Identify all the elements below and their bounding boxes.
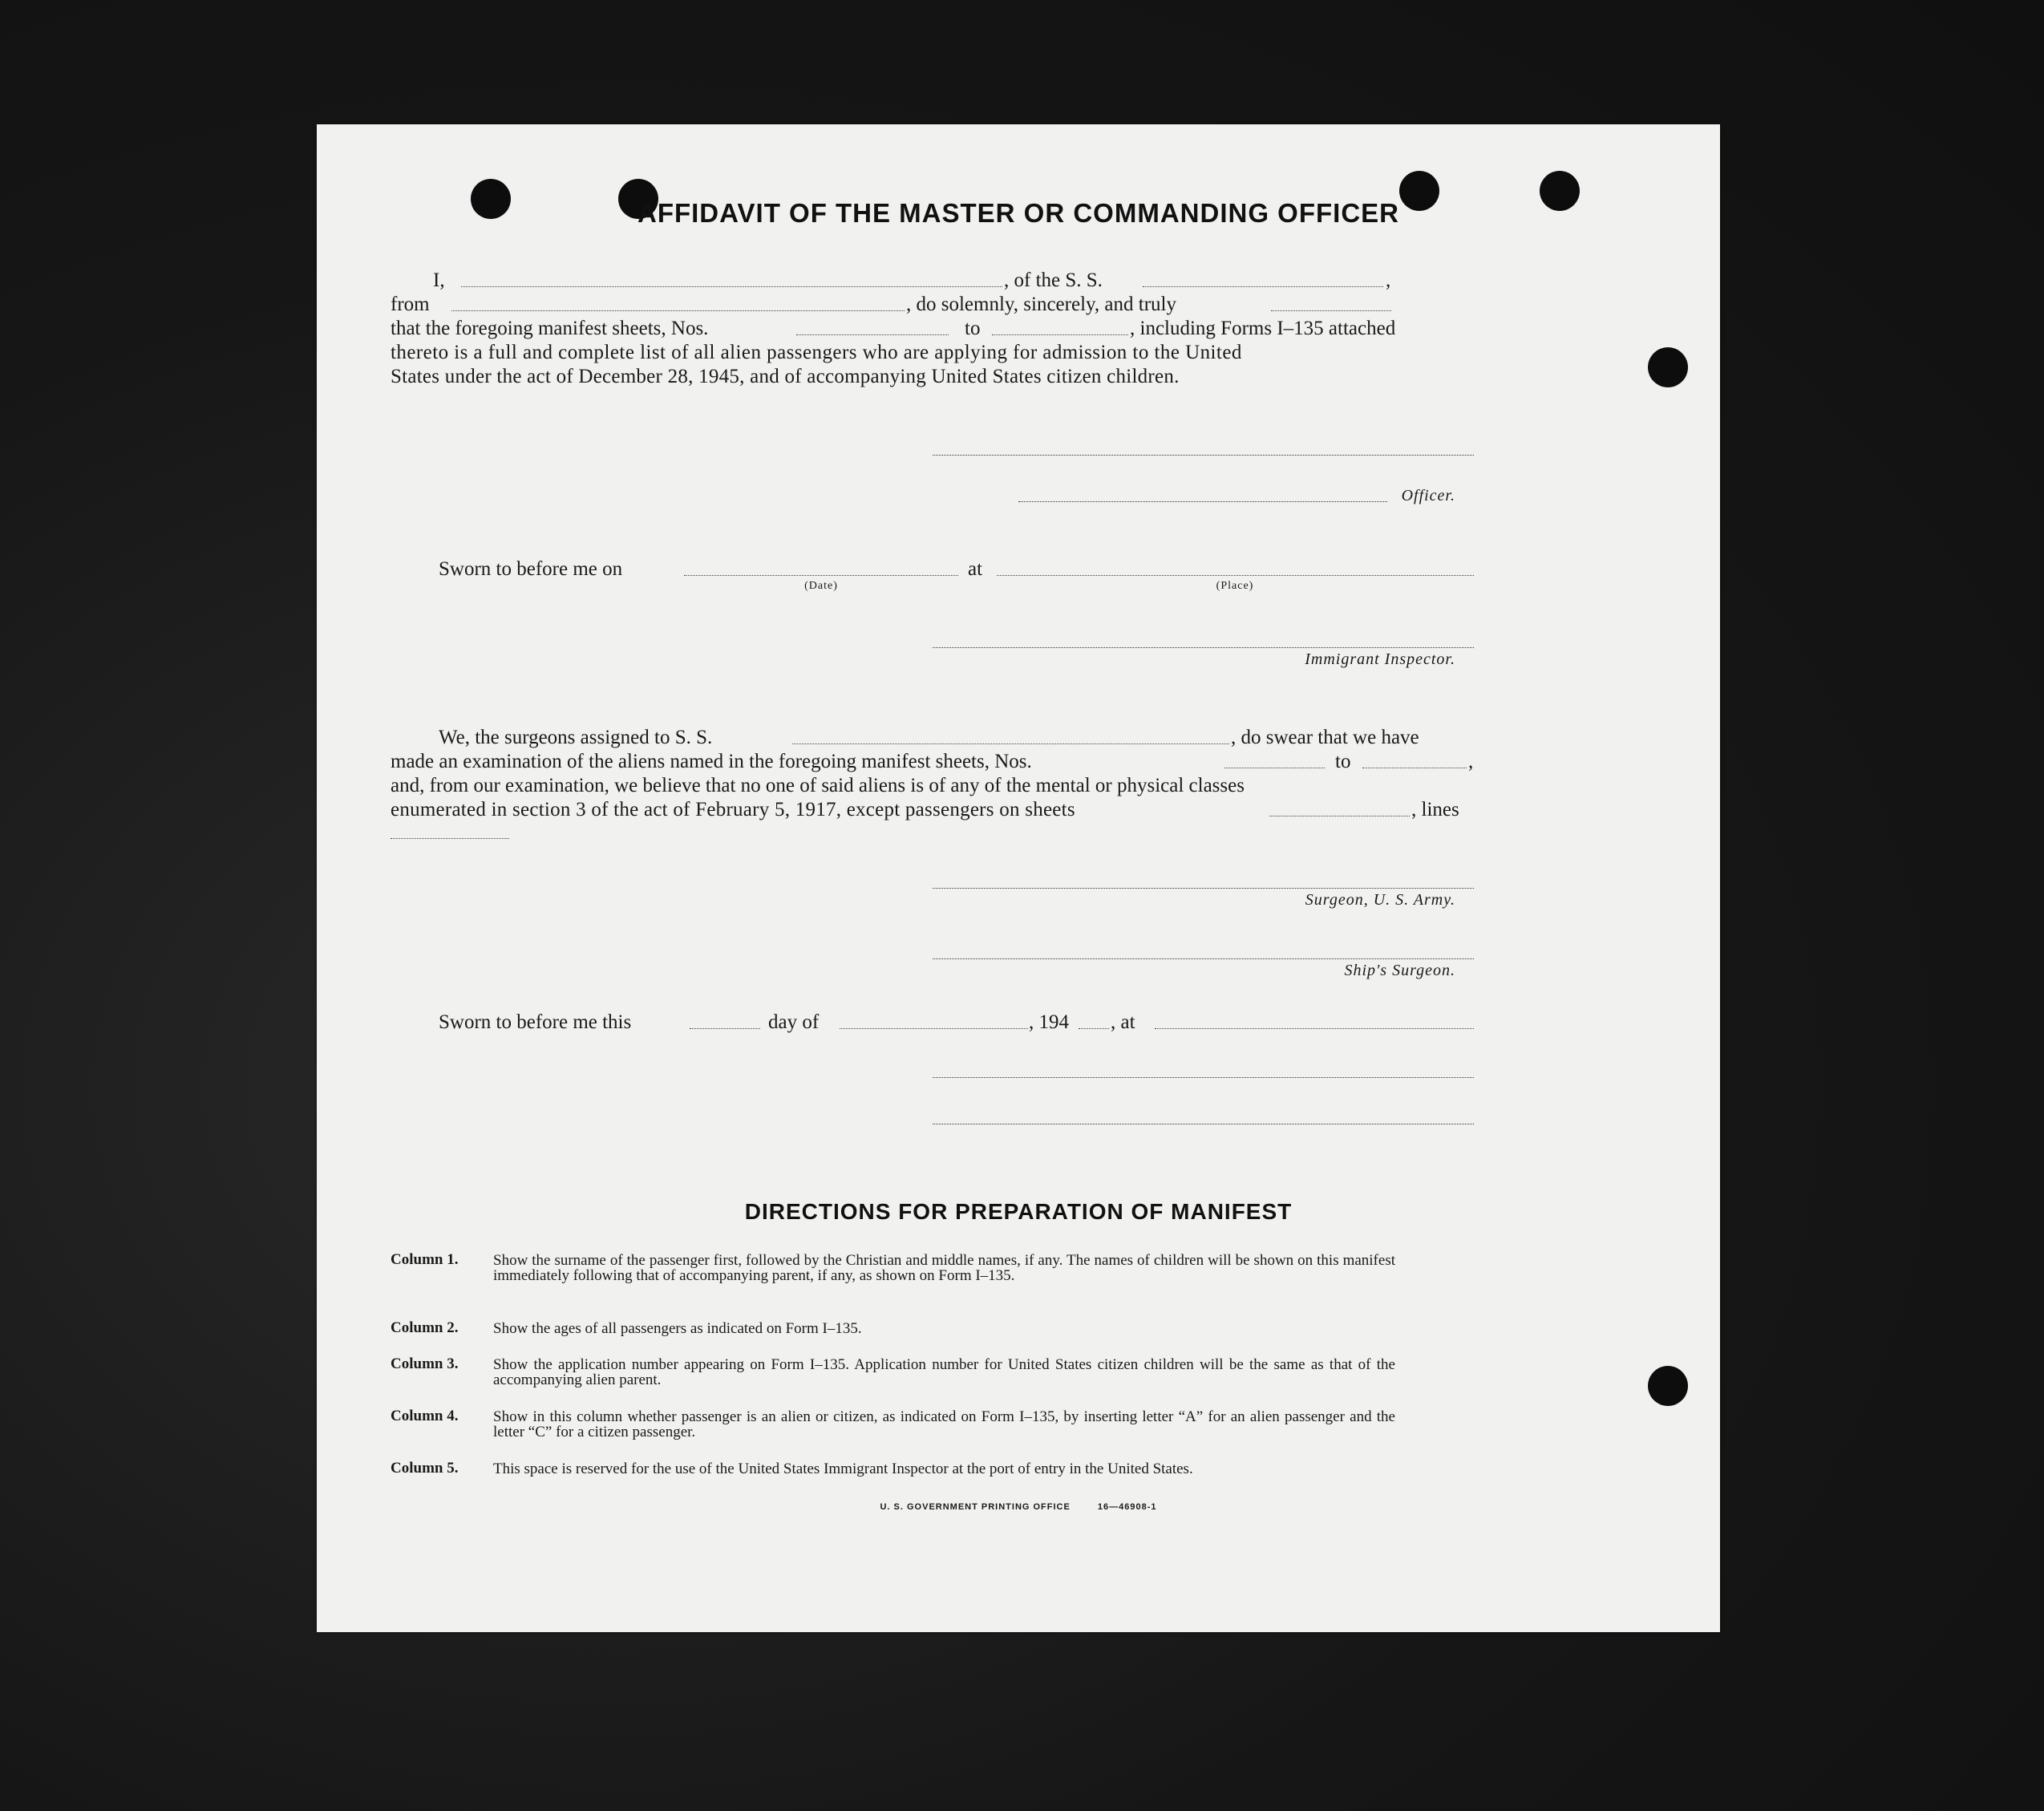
surgeons-line2-c: , [1468, 751, 1474, 772]
direction-text: Show the surname of the passenger first, followed by the Christian and middle names, if any. The names of children will be shown on this manifest immediately following that of accompanying parent, if any, as shown on Form I–135. [493, 1252, 1395, 1284]
army-surgeon-signature-line[interactable] [933, 888, 1474, 889]
print-office-footer [317, 1502, 1720, 1512]
sworn-date-field[interactable] [684, 575, 958, 576]
sworn2-day-field[interactable] [690, 1028, 760, 1029]
ship-surgeon-signature-line[interactable] [933, 958, 1474, 959]
affidavit-line4: thereto is a full and complete list of all alien passengers who are applying for admission to the United [391, 342, 1242, 363]
punch-hole-icon [1648, 347, 1688, 387]
sworn2-year: , 194 [1029, 1011, 1069, 1033]
affidavit-line3-c: , including Forms I–135 attached [1130, 318, 1396, 339]
form-page [317, 124, 1720, 1632]
sworn2-label: Sworn to before me this [439, 1011, 632, 1033]
direction-text: Show the ages of all passengers as indicated on Form I–135. [493, 1320, 862, 1337]
sworn2-place-field[interactable] [1155, 1028, 1474, 1029]
sheet-from-field[interactable] [796, 334, 949, 335]
surgeons-line3: and, from our examination, we believe that no one of said aliens is of any of the mental or physical classes [391, 775, 1245, 796]
punch-hole-icon [1648, 1366, 1688, 1406]
direction-text: Show the application number appearing on Form I–135. Application number for United States citizen children will be the same as that of the accompanying alien parent. [493, 1356, 1395, 1388]
surgeons-line2-b: to [1335, 751, 1351, 772]
surgeons-line4-b: , lines [1411, 799, 1459, 820]
officer-title-line[interactable] [1018, 501, 1387, 502]
master-signature-line[interactable] [933, 455, 1474, 456]
sworn2-at: , at [1111, 1011, 1135, 1033]
place-caption: (Place) [1216, 580, 1254, 592]
affidavit-line1-a: I, [433, 269, 445, 291]
sworn2-month-field[interactable] [840, 1028, 1028, 1029]
sworn2-year-field[interactable] [1079, 1028, 1109, 1029]
footer-printer: U. S. GOVERNMENT PRINTING OFFICE [880, 1502, 1071, 1512]
sworn-at-label: at [968, 558, 983, 580]
affidavit-line3-a: that the foregoing manifest sheets, Nos. [391, 318, 709, 339]
direction-text: This space is reserved for the use of the United States Immigrant Inspector at the port of entry in the United States. [493, 1461, 1193, 1477]
affidavit-line2-field[interactable] [1271, 310, 1391, 311]
sworn-place-field[interactable] [997, 575, 1474, 576]
surgeons-line1-b: , do swear that we have [1231, 727, 1419, 748]
sworn2-signature-line[interactable] [933, 1077, 1474, 1078]
date-caption: (Date) [804, 580, 838, 592]
inspector-signature-line[interactable] [933, 647, 1474, 648]
affidavit-line1-c: , [1386, 269, 1391, 291]
affidavit-line2-b: , do solemnly, sincerely, and truly [906, 294, 1176, 315]
affidavit-line3-b: to [965, 318, 981, 339]
ship-name-field[interactable] [1143, 286, 1383, 287]
footer-form-number: 16—46908-1 [1097, 1502, 1157, 1512]
surgeons-line1-a: We, the surgeons assigned to S. S. [439, 727, 713, 748]
direction-label: Column 3. [391, 1355, 459, 1372]
direction-label: Column 1. [391, 1251, 459, 1268]
port-from-field[interactable] [451, 310, 905, 311]
direction-label: Column 4. [391, 1408, 459, 1424]
sworn-before-label: Sworn to before me on [439, 558, 623, 580]
direction-label: Column 2. [391, 1319, 459, 1336]
surgeons-line2-a: made an examination of the aliens named in the foregoing manifest sheets, Nos. [391, 751, 1032, 772]
sheet-to-field[interactable] [992, 334, 1128, 335]
directions-title: DIRECTIONS FOR PREPARATION OF MANIFEST [744, 1199, 1293, 1224]
inspector-caption: Immigrant Inspector. [1305, 650, 1455, 668]
affidavit-line2-a: from [391, 294, 430, 315]
surgeons-line4-a: enumerated in section 3 of the act of February 5, 1917, except passengers on sheets [391, 799, 1075, 820]
page-title: AFFIDAVIT OF THE MASTER OR COMMANDING OFFICER [637, 198, 1399, 228]
ship-surgeon-caption: Ship's Surgeon. [1344, 962, 1455, 979]
except-lines-field[interactable] [391, 838, 509, 839]
officer-caption: Officer. [1401, 487, 1455, 504]
master-name-field[interactable] [461, 286, 1002, 287]
army-surgeon-caption: Surgeon, U. S. Army. [1305, 891, 1455, 909]
direction-text: Show in this column whether passenger is an alien or citizen, as indicated on Form I–135, by inserting letter “A” for an alien passenger and the letter “C” for a citizen passenger. [493, 1408, 1395, 1440]
affidavit-line1-b: , of the S. S. [1004, 269, 1103, 291]
direction-label: Column 5. [391, 1460, 459, 1477]
sworn2-day-of: day of [768, 1011, 820, 1033]
affidavit-line5: States under the act of December 28, 1945, and of accompanying United States citizen children. [391, 366, 1180, 387]
surgeons-ship-field[interactable] [792, 743, 1229, 744]
